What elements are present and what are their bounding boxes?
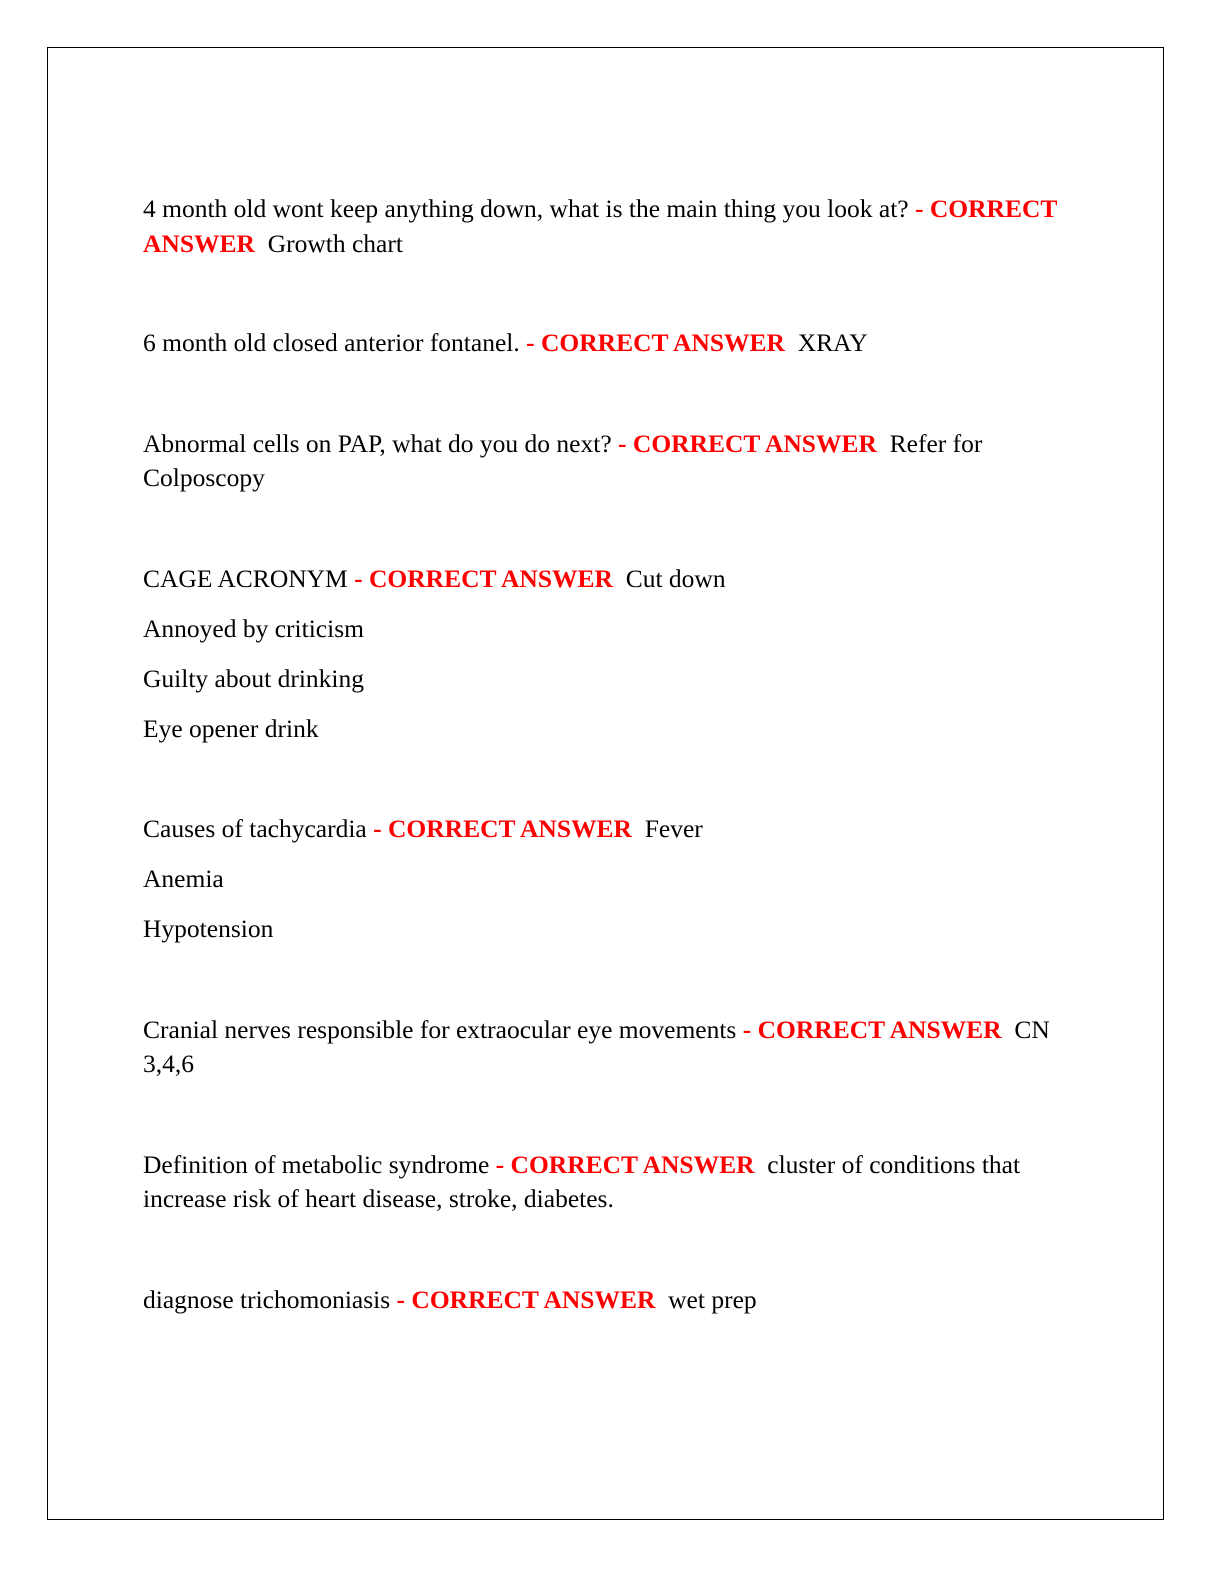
qa-entry-5 bbox=[143, 812, 1083, 947]
answer-separator: - bbox=[618, 428, 627, 458]
qa-entry-8 bbox=[143, 1283, 1083, 1318]
answer-text: Refer for Colposcopy bbox=[143, 428, 983, 492]
qa-line bbox=[143, 192, 1083, 261]
correct-answer-label: CORRECT ANSWER bbox=[388, 814, 632, 843]
question-text: diagnose trichomoniasis bbox=[143, 1284, 391, 1314]
correct-answer-label: CORRECT ANSWER bbox=[632, 428, 877, 458]
qa-entry-7 bbox=[143, 1148, 1083, 1217]
correct-answer-label: CORRECT ANSWER bbox=[757, 1014, 1002, 1044]
qa-entry-6 bbox=[143, 1013, 1083, 1082]
answer-separator: - bbox=[495, 1149, 505, 1179]
qa-line bbox=[143, 427, 1083, 496]
answer-extra-line: Guilty about drinking bbox=[143, 663, 364, 693]
answer-text: cluster of conditions that increase risk of heart disease, stroke, diabetes. bbox=[143, 1149, 1021, 1213]
correct-answer-label: CORRECT ANSWER bbox=[411, 1284, 656, 1314]
qa-line bbox=[143, 1013, 1083, 1082]
answer-separator: - bbox=[742, 1014, 752, 1044]
answer-text: Cut down bbox=[625, 563, 726, 593]
answer-extra-line: Hypotension bbox=[143, 914, 274, 943]
qa-line bbox=[143, 562, 1083, 597]
answer-extra-line: Anemia bbox=[143, 864, 224, 893]
qa-entry-1 bbox=[143, 192, 1083, 261]
qa-line bbox=[143, 326, 1083, 361]
answer-text: CN 3,4,6 bbox=[143, 1014, 1050, 1078]
answer-extra-line: Eye opener drink bbox=[143, 713, 319, 743]
qa-line bbox=[143, 1283, 1083, 1318]
answer-separator: - bbox=[526, 328, 535, 357]
answer-text: XRAY bbox=[797, 328, 868, 357]
answer-text: Fever bbox=[644, 814, 703, 843]
answer-text: Growth chart bbox=[267, 228, 403, 258]
answer-separator: - bbox=[915, 194, 924, 223]
question-text: 6 month old closed anterior fontanel. bbox=[143, 328, 520, 357]
question-text: 4 month old wont keep anything down, what is the main thing you look at? bbox=[143, 194, 909, 223]
correct-answer-label: CORRECT ANSWER bbox=[143, 194, 1057, 258]
answer-text: wet prep bbox=[668, 1284, 757, 1314]
question-text: Cranial nerves responsible for extraocular eye movements bbox=[143, 1014, 737, 1044]
answer-extra-line: Annoyed by criticism bbox=[143, 613, 364, 643]
qa-entry-2 bbox=[143, 326, 1083, 361]
question-text: CAGE ACRONYM bbox=[143, 563, 348, 593]
question-text: Causes of tachycardia bbox=[143, 814, 367, 843]
document-body bbox=[143, 192, 1083, 1317]
correct-answer-label: CORRECT ANSWER bbox=[541, 328, 785, 357]
qa-line bbox=[143, 1148, 1083, 1217]
question-text: Definition of metabolic syndrome bbox=[143, 1149, 490, 1179]
qa-entry-4 bbox=[143, 562, 1083, 747]
correct-answer-label: CORRECT ANSWER bbox=[510, 1149, 755, 1179]
answer-separator: - bbox=[354, 563, 363, 593]
answer-separator: - bbox=[396, 1284, 406, 1314]
qa-entry-3 bbox=[143, 427, 1083, 496]
question-text: Abnormal cells on PAP, what do you do next? bbox=[143, 428, 612, 458]
correct-answer-label: CORRECT ANSWER bbox=[369, 563, 613, 593]
qa-line bbox=[143, 812, 1083, 847]
answer-separator: - bbox=[373, 814, 382, 843]
